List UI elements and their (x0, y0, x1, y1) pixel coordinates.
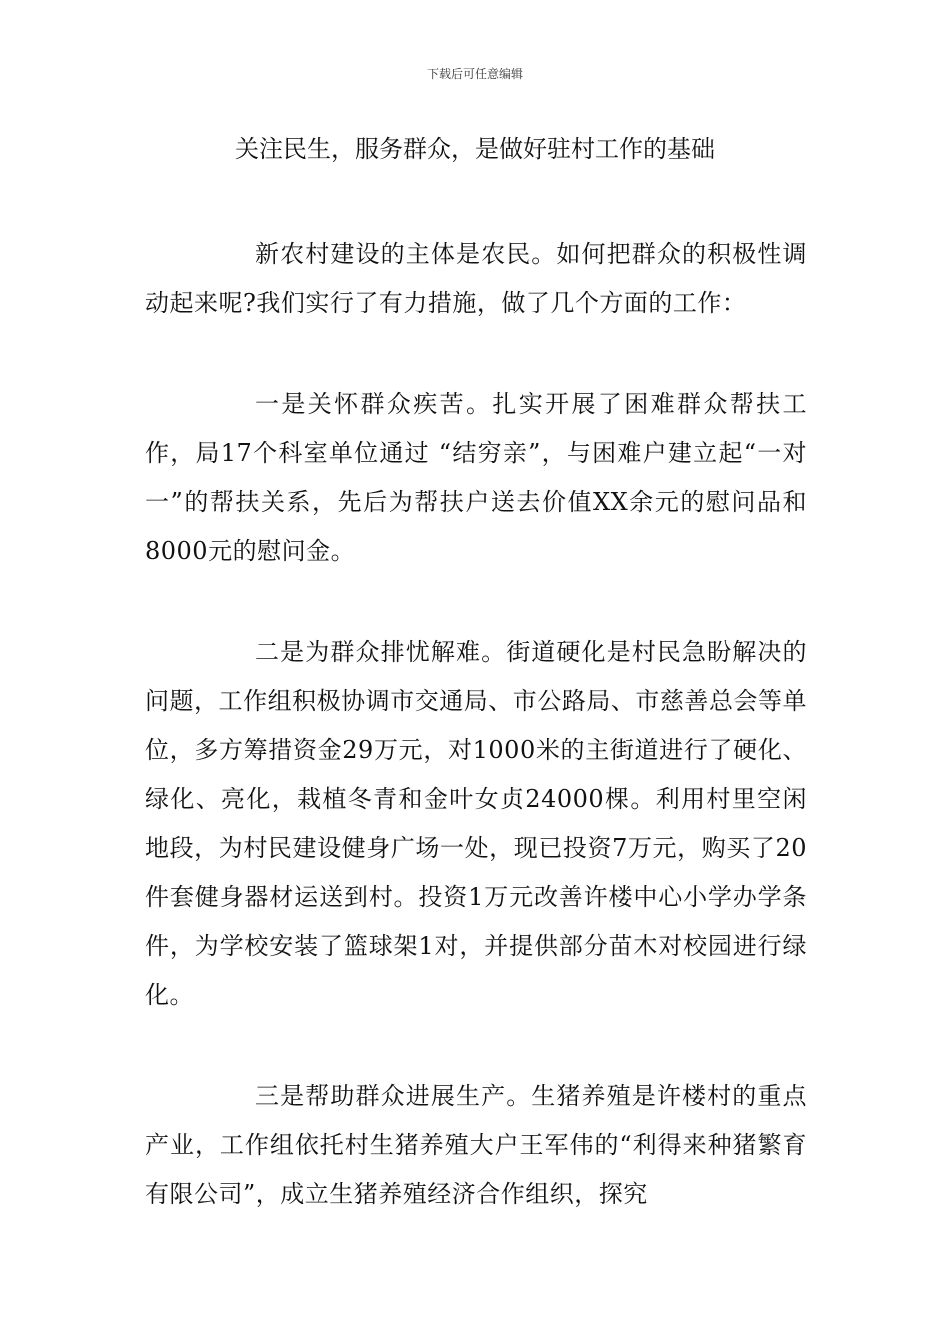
header-note: 下载后可任意编辑 (426, 67, 523, 81)
paragraph-intro: 新农村建设的主体是农民。如何把群众的积极性调动起来呢?我们实行了有力措施，做了几个方面的工作： (145, 240, 807, 317)
paragraph-2: 二是为群众排忧解难。街道硬化是村民急盼解决的问题，工作组积极协调市交通局、市公路局、市慈善总会等单位，多方筹措资金29万元，对1000米的主街道进行了硬化、绿化、亮化，栽植冬青和金叶女贞24000棵。利用村里空闲地段，为村民建设健身广场一处，现已投资7万元，购买了20件套健身器材运送到村。投资1万元改善许楼中心小学办学条件，为学校安装了篮球架1对，并提供部分苗木对校园进行绿化。 (145, 638, 807, 1009)
paragraph-3: 三是帮助群众进展生产。生猪养殖是许楼村的重点产业，工作组依托村生猪养殖大户王军伟的“利得来种猪繁育有限公司”，成立生猪养殖经济合作组织，探究 (145, 1082, 807, 1208)
paragraph-1: 一是关怀群众疾苦。扎实开展了困难群众帮扶工作，局17个科室单位通过 “结穷亲”，与困难户建立起“一对一”的帮扶关系，先后为帮扶户送去价值XX余元的慰问品和8000元的慰问金。 (145, 390, 807, 565)
document-body (145, 230, 807, 1271)
document-title: 关注民生，服务群众，是做好驻村工作的基础 (235, 135, 715, 163)
